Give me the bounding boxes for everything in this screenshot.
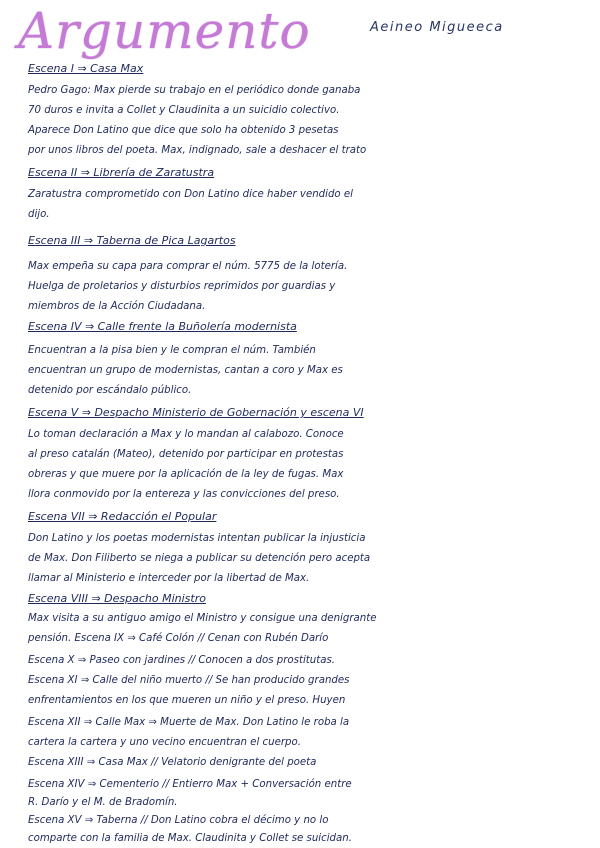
text-line: de Max. Don Filiberto se niega a publicar su detención pero acepta bbox=[28, 553, 371, 564]
text-line: Escena X ⇒ Paseo con jardines // Conocen a dos prostitutas. bbox=[28, 655, 336, 666]
text-line: R. Darío y el M. de Bradomín. bbox=[28, 797, 178, 808]
text-line: 70 duros e invita a Collet y Claudinita a un suicidio colectivo. bbox=[28, 105, 340, 116]
text-line: Escena XII ⇒ Calle Max ⇒ Muerte de Max. Don Latino le roba la bbox=[28, 717, 350, 728]
text-line: enfrentamientos en los que mueren un niño y el preso. Huyen bbox=[28, 695, 346, 706]
text-line: Zaratustra comprometido con Don Latino dice haber vendido el bbox=[28, 189, 354, 200]
text-line: Escena XIV ⇒ Cementerio // Entierro Max + Conversación entre bbox=[28, 779, 352, 790]
text-line: Pedro Gago: Max pierde su trabajo en el periódico donde ganaba bbox=[28, 85, 361, 96]
text-line: por unos libros del poeta. Max, indignado, sale a deshacer el trato bbox=[28, 145, 367, 156]
scene-heading: Escena III ⇒ Taberna de Pica Lagartos bbox=[28, 234, 236, 247]
text-line: obreras y que muere por la aplicación de la ley de fugas. Max bbox=[28, 469, 344, 480]
scene-heading: Escena VII ⇒ Redacción el Popular bbox=[28, 510, 217, 523]
text-line: pensión. Escena IX ⇒ Café Colón // Cenan con Rubén Darío bbox=[28, 633, 329, 644]
text-line: miembros de la Acción Ciudadana. bbox=[28, 301, 206, 312]
text-line: Encuentran a la pisa bien y le compran el núm. También bbox=[28, 345, 316, 356]
text-line: Lo toman declaración a Max y lo mandan al calabozo. Conoce bbox=[28, 429, 344, 440]
scene-heading: Escena IV ⇒ Calle frente la Buñolería modernista bbox=[28, 320, 297, 333]
scene-heading: Escena I ⇒ Casa Max bbox=[28, 62, 144, 75]
text-line: dijo. bbox=[28, 209, 50, 220]
text-line: llamar al Ministerio e interceder por la libertad de Max. bbox=[28, 573, 310, 584]
page-title: Argumento bbox=[18, 2, 311, 60]
text-line: Escena XI ⇒ Calle del niño muerto // Se han producido grandes bbox=[28, 675, 350, 686]
text-line: Huelga de proletarios y disturbios reprimidos por guardias y bbox=[28, 281, 336, 292]
text-line: Don Latino y los poetas modernistas intentan publicar la injusticia bbox=[28, 533, 366, 544]
scene-heading: Escena II ⇒ Librería de Zaratustra bbox=[28, 166, 215, 179]
text-line: llora conmovido por la entereza y las convicciones del preso. bbox=[28, 489, 340, 500]
text-line: detenido por escándalo público. bbox=[28, 385, 192, 396]
text-line: Escena XIII ⇒ Casa Max // Velatorio denigrante del poeta bbox=[28, 757, 317, 768]
text-line: Aparece Don Latino que dice que solo ha obtenido 3 pesetas bbox=[28, 125, 339, 136]
author-name: Aeineo Migueeca bbox=[370, 20, 504, 35]
scene-heading: Escena V ⇒ Despacho Ministerio de Gobernación y escena VI bbox=[28, 406, 364, 419]
text-line: Max empeña su capa para comprar el núm. 5775 de la lotería. bbox=[28, 261, 348, 272]
text-line: encuentran un grupo de modernistas, cantan a coro y Max es bbox=[28, 365, 343, 376]
text-line: al preso catalán (Mateo), detenido por participar en protestas bbox=[28, 449, 344, 460]
text-line: Max visita a su antiguo amigo el Ministro y consigue una denigrante bbox=[28, 613, 377, 624]
text-line: comparte con la familia de Max. Claudinita y Collet se suicidan. bbox=[28, 833, 352, 844]
scene-heading: Escena VIII ⇒ Despacho Ministro bbox=[28, 592, 206, 605]
text-line: Escena XV ⇒ Taberna // Don Latino cobra el décimo y no lo bbox=[28, 815, 329, 826]
text-line: cartera la cartera y uno vecino encuentran el cuerpo. bbox=[28, 737, 301, 748]
